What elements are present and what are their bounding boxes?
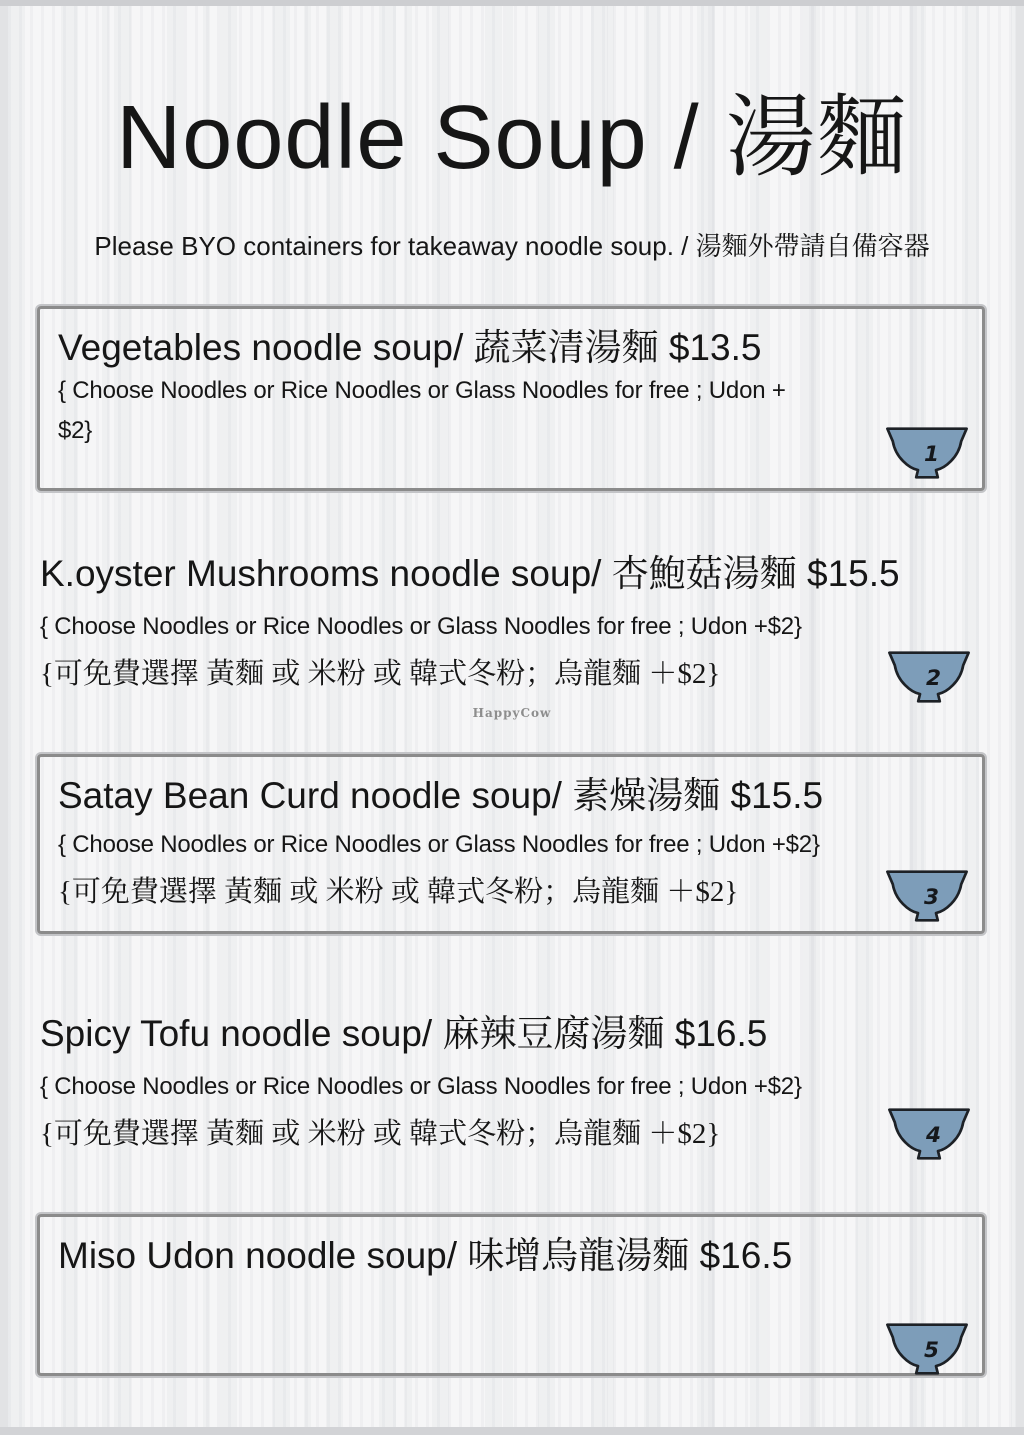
item-option-line: $2} <box>58 417 93 445</box>
page-title: Noodle Soup / 湯麵 <box>116 88 908 188</box>
bowl-icon <box>882 868 972 924</box>
bowl-number: 1 <box>923 442 940 468</box>
item-name: Spicy Tofu noodle soup/ 麻辣豆腐湯麵 $16.5 <box>40 1013 768 1054</box>
item-option-line: { Choose Noodles or Rice Noodles or Glass Noodles for free ; Udon +$2} <box>40 1073 802 1101</box>
page-subtitle: Please BYO containers for takeaway noodle soup. / 湯麵外帶請自備容器 <box>94 231 930 261</box>
menu-item-1 <box>37 306 985 491</box>
bowl-icon <box>882 425 972 481</box>
menu-item-2 <box>40 551 985 694</box>
item-option-line: { Choose Noodles or Rice Noodles or Glass Noodles for free ; Udon +$2} <box>40 613 802 641</box>
item-name: Miso Udon noodle soup/ 味增烏龍湯麵 $16.5 <box>58 1235 793 1276</box>
item-option-line-zh: {可免費選擇 黃麵 或 米粉 或 韓式冬粉；烏龍麵 ＋$2} <box>40 1118 721 1151</box>
bowl-icon <box>884 1106 974 1162</box>
item-name: Satay Bean Curd noodle soup/ 素燥湯麵 $15.5 <box>58 775 824 816</box>
item-name: K.oyster Mushrooms noodle soup/ 杏鮑菇湯麵 $15.5 <box>40 553 900 594</box>
bowl-number: 5 <box>923 1338 940 1364</box>
item-name: Vegetables noodle soup/ 蔬菜清湯麵 $13.5 <box>58 327 762 368</box>
item-option-line-zh: {可免費選擇 黃麵 或 米粉 或 韓式冬粉；烏龍麵 ＋$2} <box>58 876 739 909</box>
bowl-number: 3 <box>923 885 940 911</box>
watermark: HappyCow <box>472 706 552 720</box>
bowl-number: 4 <box>925 1123 942 1149</box>
bowl-icon <box>882 1321 972 1377</box>
page-top-edge <box>0 0 1024 6</box>
item-option-line: { Choose Noodles or Rice Noodles or Glass Noodles for free ; Udon +$2} <box>58 831 820 859</box>
page-bottom-edge <box>0 1427 1024 1435</box>
menu-item-4 <box>40 1011 985 1154</box>
bowl-number: 2 <box>925 666 942 692</box>
item-option-line: { Choose Noodles or Rice Noodles or Glass Noodles for free ; Udon + <box>58 377 786 405</box>
menu-item-3 <box>37 754 985 934</box>
item-option-line-zh: {可免費選擇 黃麵 或 米粉 或 韓式冬粉；烏龍麵 ＋$2} <box>40 658 721 691</box>
menu-item-5 <box>37 1214 985 1376</box>
bowl-icon <box>884 649 974 705</box>
